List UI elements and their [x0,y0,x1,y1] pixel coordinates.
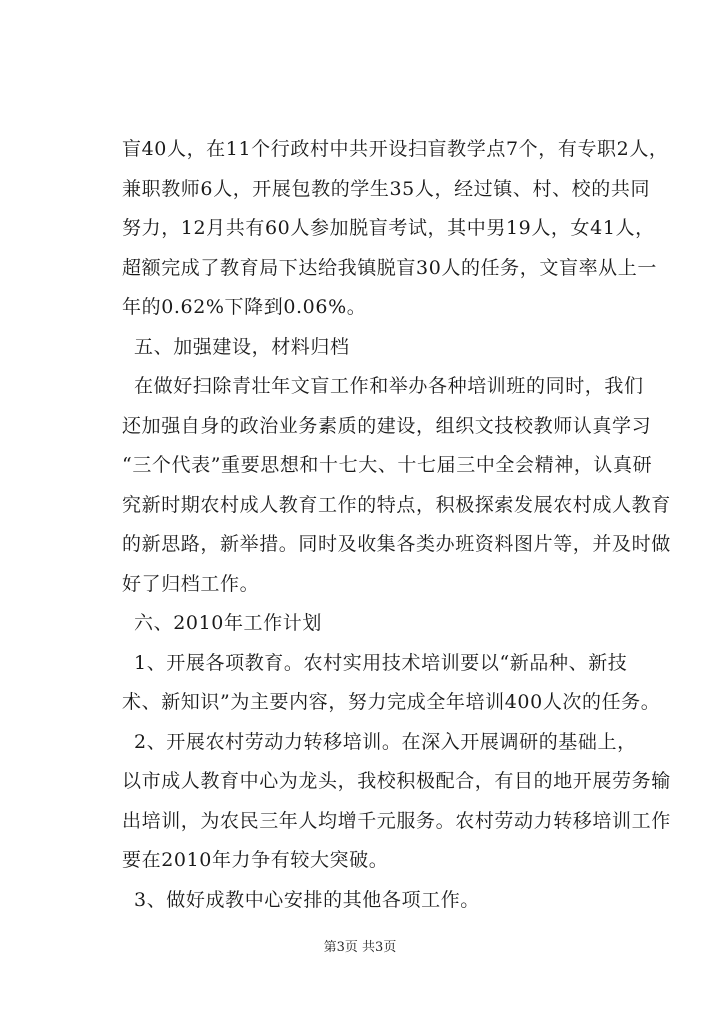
text-line: 1、开展各项教育。农村实用技术培训要以“新品种、新技 [134,651,628,674]
text-line: 究新时期农村成人教育工作的特点，积极探索发展农村成人教育 [122,493,671,516]
text-line: 2、开展农村劳动力转移培训。在深入开展调研的基础上， [134,730,637,753]
text-line: 在做好扫除青壮年文盲工作和举办各种培训班的同时，我们 [134,375,644,397]
text-line: 兼职教师6人，开展包教的学生35人，经过镇、村、校的共同 [122,177,651,200]
text-line: 以市成人教育中心为龙头，我校积极配合，有目的地开展劳务输 [122,770,671,792]
text-line: 术、新知识”为主要内容，努力完成全年培训400人次的任务。 [122,691,661,713]
section-heading: 五、加强建设，材料归档 [134,335,350,358]
text-line: 3、做好成教中心安排的其他各项工作。 [134,888,480,911]
text-line: 要在2010年力争有较大突破。 [122,849,389,871]
text-line: 好了归档工作。 [122,572,260,595]
text-line: 还加强自身的政治业务素质的建设，组织文技校教师认真学习 [122,414,652,437]
text-line: 出培训，为农民三年人均增千元服务。农村劳动力转移培训工作 [122,809,671,832]
section-heading: 六、2010年工作计划 [134,612,322,634]
text-line: 盲40人，在11个行政村中共开设扫盲教学点7个，有专职2人， [122,138,669,160]
text-line: “三个代表”重要思想和十七大、十七届三中全会精神，认真研 [122,454,653,476]
text-line: 年的0.62%下降到0.06%。 [122,296,367,318]
text-line: 超额完成了教育局下达给我镇脱盲30人的任务，文盲率从上一 [122,256,657,279]
text-line: 的新思路，新举措。同时及收集各类办班资料图片等，并及时做 [122,533,671,555]
page-footer: 第3页 共3页 [323,940,397,955]
body-text [122,130,671,920]
text-line: 努力，12月共有60人参加脱盲考试，其中男19人，女41人， [122,217,655,239]
